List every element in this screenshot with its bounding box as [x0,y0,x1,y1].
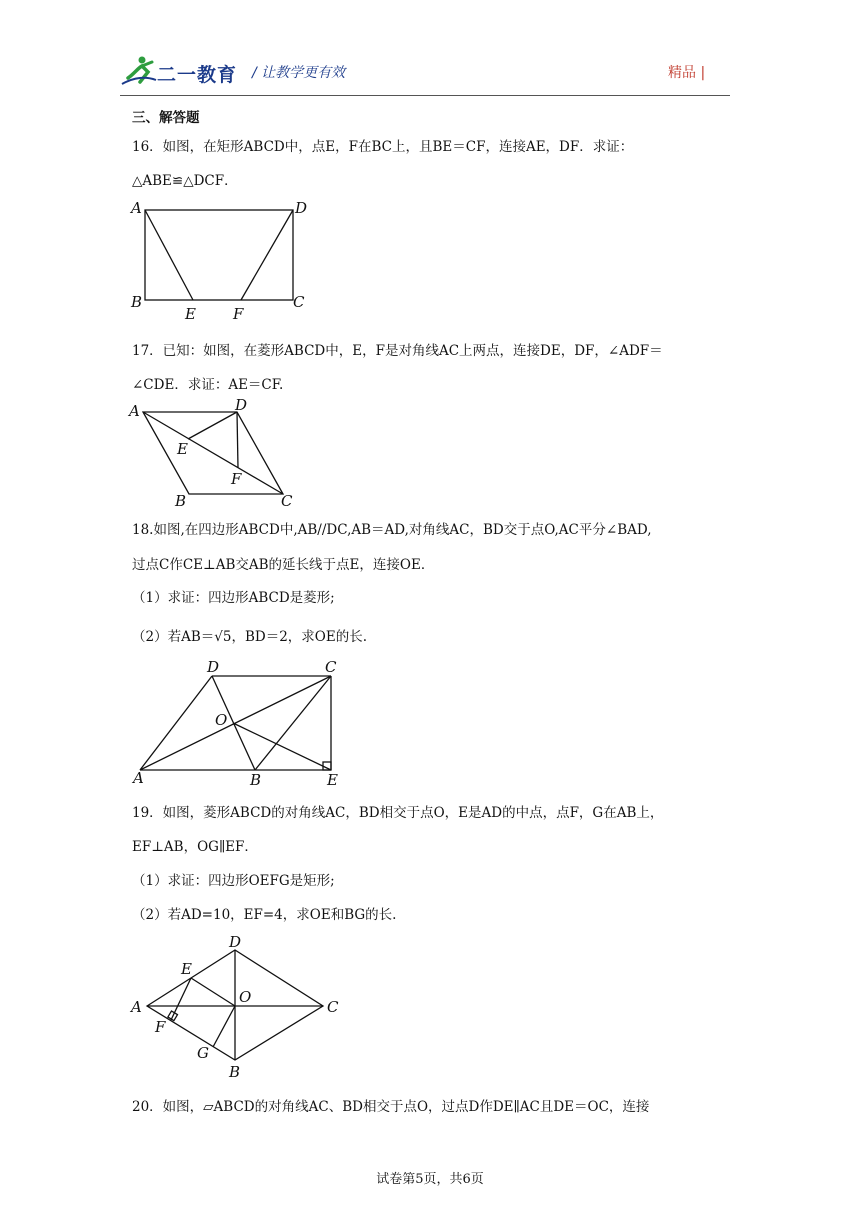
q16-label-c: C [293,293,305,311]
q16-label-f: F [233,305,244,323]
quality-tag: 精品 | [668,65,706,81]
q19-label-d: D [229,933,242,951]
q16-label-e: E [185,305,196,323]
brand-name: 二一教育 [157,64,238,86]
q19-figure [125,930,355,1081]
q17-label-e: E [177,440,188,458]
q18-label-a: A [133,769,144,787]
q19-part1: （1）求证：四边形OEFG是矩形; [132,873,335,889]
q19-label-e: E [181,960,192,978]
q19-label-c: C [327,998,339,1016]
q19-part2: （2）若AD=10，EF=4，求OE和BG的长. [132,907,397,923]
q20-text-line1: 20．如图，▱ABCD的对角线AC、BD相交于点O，过点D作DE∥AC且DE＝OC，连接 [132,1099,650,1115]
q17-label-d: D [235,396,248,414]
q17-label-c: C [281,492,293,510]
q17-text-line2: ∠CDE．求证：AE＝CF. [132,377,284,393]
q16-label-b: B [131,293,143,311]
q19-label-o: O [239,988,252,1006]
q18-part1: （1）求证：四边形ABCD是菱形; [132,590,335,606]
q19-label-b: B [229,1063,241,1081]
q19-text-line1: 19．如图，菱形ABCD的对角线AC，BD相交于点O，E是AD的中点，点F，G在AB上， [132,805,664,821]
q18-label-e: E [327,771,338,789]
q17-label-f: F [231,470,242,488]
q19-label-g: G [197,1044,209,1062]
page-footer: 试卷第5页，共6页 [376,1172,484,1187]
q17-label-b: B [175,492,187,510]
q16-label-a: A [131,199,142,217]
q17-figure [125,396,305,511]
q18-label-c: C [325,658,337,676]
q18-text-line1: 18.如图,在四边形ABCD中,AB//DC,AB＝AD,对角线AC，BD交于点O,AC平分∠BAD, [132,522,652,538]
q18-text-line2: 过点C作CE⊥AB交AB的延长线于点E，连接OE． [132,557,435,573]
slogan: / 让教学更有效 [252,65,346,81]
q18-label-d: D [207,658,220,676]
q17-label-a: A [129,402,140,420]
q16-text-line2: △ABE≌△DCF． [132,173,238,189]
q16-text-line1: 16．如图，在矩形ABCD中，点E，F在BC上，且BE＝CF，连接AE，DF．求证： [132,139,634,155]
q19-text-line2: EF⊥AB，OG∥EF． [132,839,258,855]
q18-part2: （2）若AB＝√5，BD＝2，求OE的长. [132,629,367,645]
q16-label-d: D [295,199,308,217]
q19-label-a: A [131,998,142,1016]
q18-label-b: B [250,771,262,789]
header-divider [120,95,730,96]
q18-label-o: O [215,711,228,729]
section-title: 三、解答题 [132,110,200,126]
q18-figure [125,655,355,790]
q17-text-line1: 17．已知：如图，在菱形ABCD中，E，F是对角线AC上两点，连接DE，DF，∠ADF＝ [132,343,663,359]
q19-label-f: F [155,1018,166,1036]
q16-figure [125,195,325,325]
